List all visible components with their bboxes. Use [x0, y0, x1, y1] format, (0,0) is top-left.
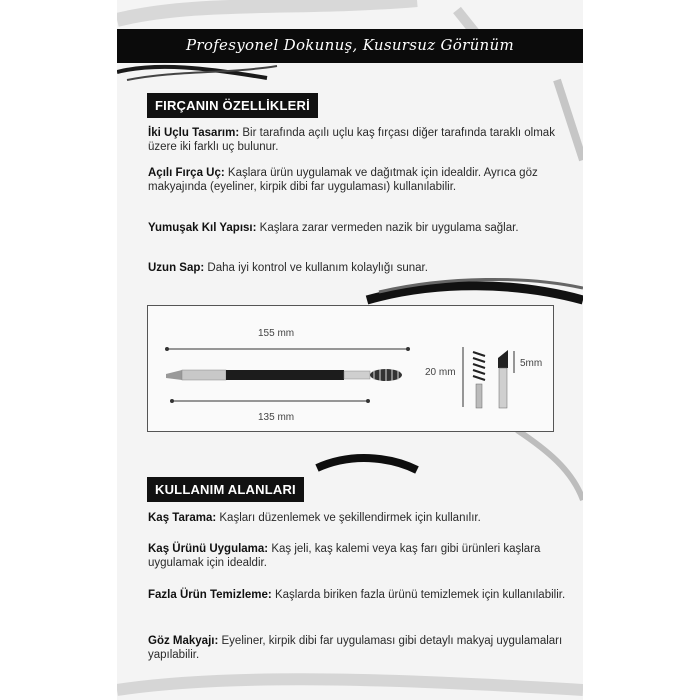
total-length-label: 155 mm: [258, 328, 295, 339]
handle-length-label: 135 mm: [258, 412, 295, 423]
feature-text: Kaşlara zarar vermeden nazik bir uygulama sağlar.: [256, 222, 519, 234]
feature-term: Yumuşak Kıl Yapısı:: [148, 222, 257, 234]
feature-term: Uzun Sap:: [148, 262, 205, 274]
usage-term: Göz Makyajı:: [148, 635, 219, 647]
handle-length-arrow: [170, 396, 370, 406]
usage-text: Kaş jeli, kaş kalemi veya kaş farı gibi ürünleri kaşlara uygulamak için idealdir.: [148, 543, 541, 569]
usage-item: [148, 588, 568, 602]
features-heading: FIRÇANIN ÖZELLİKLERİ: [147, 93, 318, 118]
usage-term: Kaş Ürünü Uygulama:: [148, 543, 269, 555]
usage-heading: KULLANIM ALANLARI: [147, 477, 304, 502]
feature-term: Açılı Fırça Uç:: [148, 167, 225, 179]
feature-text: Daha iyi kontrol ve kullanım kolaylığı sunar.: [204, 262, 428, 274]
usage-text: Eyeliner, kirpik dibi far uygulaması gibi detaylı makyaj uygulamaları yapılabilir.: [148, 635, 563, 661]
feature-item: [148, 166, 568, 194]
feature-item: [148, 126, 568, 154]
tip-width-arrow: [510, 350, 518, 374]
total-length-arrow: [165, 344, 410, 354]
feature-item: [148, 261, 568, 275]
usage-term: Fazla Ürün Temizleme:: [148, 589, 272, 601]
banner-title: Profesyonel Dokunuş, Kusursuz Görünüm: [186, 36, 514, 54]
tip-height-arrow: [459, 346, 467, 408]
spoolie-tip-icon: [470, 346, 490, 410]
brush-dimension-diagram: [147, 305, 554, 432]
feature-text: Kaşlara ürün uygulamak ve dağıtmak için idealdir. Ayrıca göz makyajında (eyeliner, kirpik dibi far uygulaması) kullanılabilir.: [148, 167, 538, 193]
usage-text: Kaşlarda biriken fazla ürünü temizlemek için kullanılabilir.: [271, 589, 566, 601]
usage-item: [148, 511, 568, 525]
usage-term: Kaş Tarama:: [148, 512, 217, 524]
usage-text: Kaşları düzenlemek ve şekillendirmek için kullanılır.: [216, 512, 481, 524]
tip-width-label: 5mm: [520, 358, 543, 369]
banner: [117, 29, 583, 63]
feature-text: Bir tarafında açılı uçlu kaş fırçası diğer tarafında taraklı olmak üzere iki farklı uç bulunur.: [148, 127, 555, 153]
usage-item: [148, 542, 568, 570]
tip-height-label: 20 mm: [425, 367, 456, 378]
usage-item: [148, 634, 568, 662]
feature-item: [148, 221, 568, 235]
feature-term: İki Uçlu Tasarım:: [148, 127, 240, 139]
brush-illustration: [166, 364, 406, 388]
